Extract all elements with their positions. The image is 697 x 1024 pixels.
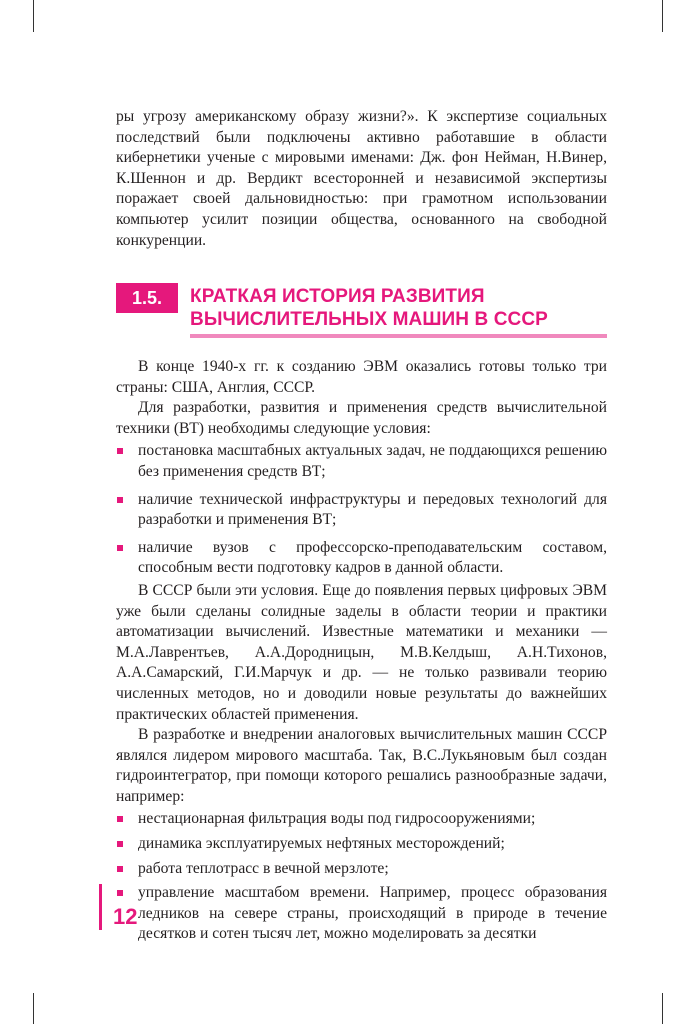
list-item: постановка масштабных актуальных задач, не поддающихся решению без применения средств ВТ;: [116, 441, 607, 482]
list-item: наличие технической инфраструктуры и передовых технологий для разработки и применения ВТ;: [116, 490, 607, 531]
page-number-bar: [99, 884, 102, 930]
crop-mark-top-left: [33, 0, 34, 32]
list-item: управление масштабом времени. Например, процесс образования ледников на севере страны, происходящий в природе в течение десятков и сотен тысяч лет, можно моделировать за десятки: [116, 883, 607, 945]
paragraph-countries: В конце 1940-х гг. к созданию ЭВМ оказались готовы только три страны: США, Англия, СССР.: [116, 358, 607, 396]
list-item: наличие вузов с профессорско-преподавательским составом, способным вести подготовку кадров в данной области.: [116, 538, 607, 579]
section-heading: [116, 283, 607, 339]
intro-paragraph: ры угрозу американскому образу жизни?». К экспертизе социальных последствий были подключены активно работавшие в области кибернетики ученые с мировыми именами: Дж. фон Нейман, Н.Винер, К.Шеннон и др. Вердикт всесторонней и независимой экспертизы поражает своей дальновидностью: при грамотном использовании компьютер усилит позиции общества, основанного на свободной конкуренции.: [116, 108, 607, 249]
paragraph-conditions-intro: Для разработки, развития и применения средств вычислительной техники (ВТ) необходимы следующие условия:: [116, 399, 607, 437]
list-item: динамика эксплуатируемых нефтяных месторождений;: [116, 834, 607, 855]
crop-mark-top-right: [662, 0, 663, 32]
crop-mark-bottom-left: [33, 993, 34, 1024]
page-number: 12: [113, 904, 138, 929]
main-text-block: [116, 357, 607, 949]
paragraph-analog-machines: В разработке и внедрении аналоговых вычислительных машин СССР являлся лидером мирового масштаба. Так, В.С.Лукьяновым был создан гидроинтегратор, при помощи которого решались разнообразные задачи, например:: [116, 726, 607, 805]
intro-text-block: [116, 107, 607, 251]
list-item: работа теплотрасс в вечной мерзлоте;: [116, 859, 607, 880]
section-title: КРАТКАЯ ИСТОРИЯ РАЗВИТИЯ ВЫЧИСЛИТЕЛЬНЫХ МАШИН В СССР: [190, 286, 548, 330]
crop-mark-bottom-right: [662, 993, 663, 1024]
list-item: нестационарная фильтрация воды под гидросооружениями;: [116, 809, 607, 830]
conditions-list: [116, 441, 607, 579]
tasks-list: [116, 809, 607, 945]
section-number: 1.5.: [116, 283, 178, 313]
paragraph-ussr-conditions: В СССР были эти условия. Еще до появления первых цифровых ЭВМ уже были сделаны солидные заделы в области теории и практики автоматизации вычислений. Известные математики и механики — М.А.Лаврентьев, А.А.Дородницын, М.В.Келдыш, А.Н.Тихонов, А.А.Самарский, Г.И.Марчук и др. — не только развивали теорию численных методов, но и доводили новые результаты до важнейших практических областей применения.: [116, 581, 607, 723]
section-heading-rule: [190, 334, 607, 338]
